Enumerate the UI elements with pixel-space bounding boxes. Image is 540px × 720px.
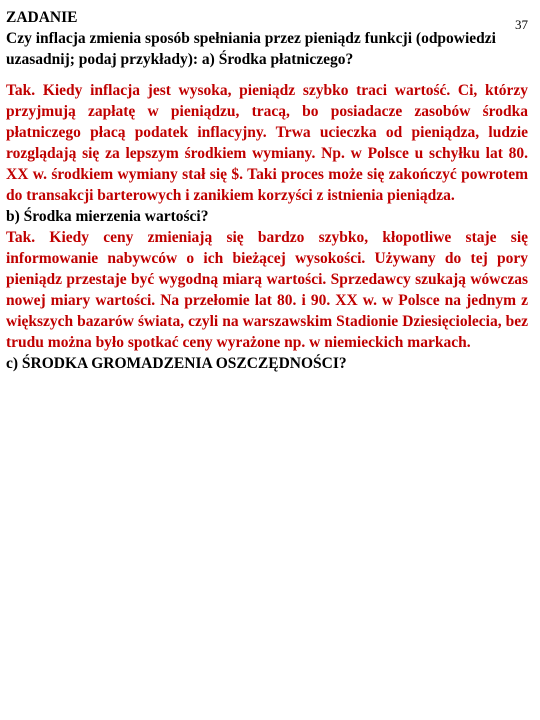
answer-b: Tak. Kiedy ceny zmieniają się bardzo szybko, kłopotliwe staje się informowanie nabywców o ich bieżącej wysokości. Używany do tej pory pieniądz przestaje być wygodną miarą wartości. Sprzedawcy szukają wówczas nowej miary wartości. Na przełomie lat 80. i 90. XX w. w Polsce na jednym z większych bazarów świata, czyli na warszawskim Stadionie Dziesięciolecia, bez trudu można było spotkać ceny wyrażone np. w niemieckich markach. (6, 229, 528, 351)
spacer (6, 70, 528, 80)
question-c: c) ŚRODKA GROMADZENIA OSZCZĘDNOŚCI? (6, 355, 347, 372)
page-number: 37 (515, 17, 528, 32)
task-heading: ZADANIE (6, 9, 78, 26)
question-intro: Czy inflacja zmienia sposób spełniania przez pieniądz funkcji (odpowiedzi uzasadnij; podaj przykłady): a) Środka płatniczego? (6, 30, 496, 68)
document-page (6, 7, 528, 374)
answer-a: Tak. Kiedy inflacja jest wysoka, pieniądz szybko traci wartość. Ci, którzy przyjmują zapłatę w pieniądzu, tracą, bo posiadacze zasobów środka płatniczego płacą podatek inflacyjny. Trwa ucieczka od pieniądza, ludzie rozglądają się za lepszym środkiem wymiany. Np. w Polsce u schyłku lat 80. XX w. środkiem wymiany stał się $. Taki proces może się zakończyć powrotem do transakcji barterowych i zanikiem korzyści z istnienia pieniądza. (6, 82, 528, 204)
question-b: b) Środka mierzenia wartości? (6, 208, 209, 225)
